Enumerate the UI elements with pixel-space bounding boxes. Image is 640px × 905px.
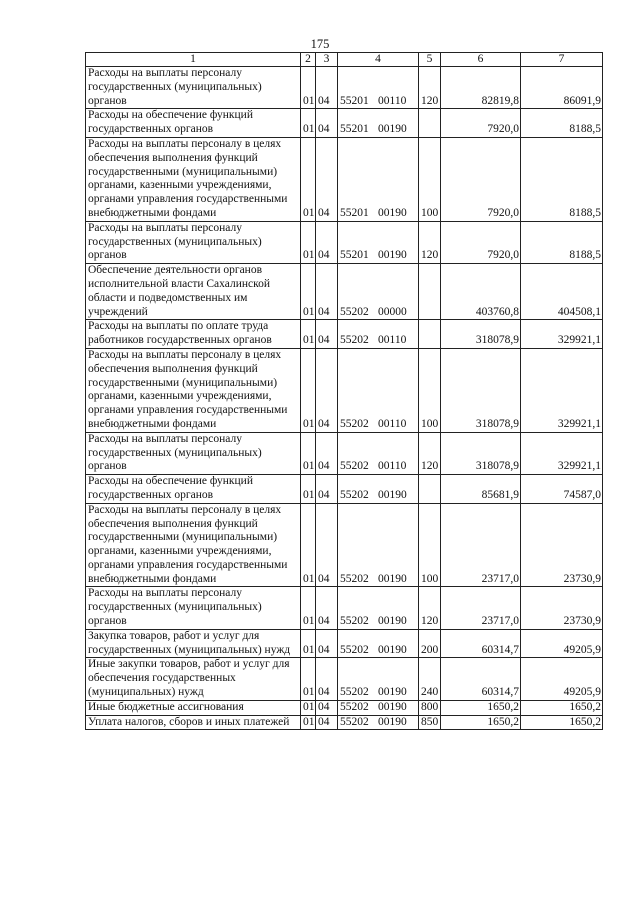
subsection-code-cell: 04 bbox=[316, 629, 338, 658]
amount-col-6-cell: 1650,2 bbox=[441, 715, 521, 730]
amount-col-6-cell: 60314,7 bbox=[441, 629, 521, 658]
expense-type-cell: 120 bbox=[419, 587, 441, 629]
table-row bbox=[86, 629, 603, 658]
amount-col-6-cell: 82819,8 bbox=[441, 67, 521, 109]
section-code-cell: 01 bbox=[301, 348, 316, 432]
target-article-cell bbox=[338, 348, 419, 432]
section-code-cell: 01 bbox=[301, 221, 316, 263]
amount-col-7-cell: 8188,5 bbox=[521, 137, 603, 221]
target-article-program: 55202 bbox=[340, 488, 369, 501]
subsection-code-cell: 04 bbox=[316, 264, 338, 320]
amount-col-7-cell: 86091,9 bbox=[521, 67, 603, 109]
target-article-direction: 00190 bbox=[378, 686, 407, 699]
target-article-direction: 00190 bbox=[378, 615, 407, 628]
amount-col-7-cell: 8188,5 bbox=[521, 221, 603, 263]
expense-type-cell: 850 bbox=[419, 715, 441, 730]
section-code-cell: 01 bbox=[301, 503, 316, 587]
amount-col-6-cell: 60314,7 bbox=[441, 658, 521, 700]
target-article-program: 55202 bbox=[340, 572, 369, 585]
section-code-cell: 01 bbox=[301, 700, 316, 715]
header-col-6: 6 bbox=[441, 53, 521, 67]
amount-col-6-cell: 7920,0 bbox=[441, 109, 521, 138]
target-article-direction: 00000 bbox=[378, 305, 407, 318]
page-number: 175 bbox=[310, 37, 330, 51]
budget-table bbox=[85, 52, 603, 730]
header-col-4: 4 bbox=[338, 53, 419, 67]
expense-name-cell: Расходы на обеспечение функций государственных органов bbox=[86, 475, 301, 504]
table-row bbox=[86, 320, 603, 349]
expense-type-cell bbox=[419, 264, 441, 320]
amount-col-6-cell: 403760,8 bbox=[441, 264, 521, 320]
table-header-row bbox=[86, 53, 603, 67]
target-article-cell bbox=[338, 700, 419, 715]
subsection-code-cell: 04 bbox=[316, 658, 338, 700]
target-article-direction: 00110 bbox=[378, 334, 407, 347]
amount-col-7-cell: 329921,1 bbox=[521, 432, 603, 474]
target-article-direction: 00190 bbox=[378, 715, 407, 728]
expense-type-cell: 800 bbox=[419, 700, 441, 715]
table-body bbox=[86, 67, 603, 730]
subsection-code-cell: 04 bbox=[316, 320, 338, 349]
section-code-cell: 01 bbox=[301, 320, 316, 349]
subsection-code-cell: 04 bbox=[316, 67, 338, 109]
target-article-program: 55201 bbox=[340, 206, 369, 219]
section-code-cell: 01 bbox=[301, 109, 316, 138]
header-col-2: 2 bbox=[301, 53, 316, 67]
expense-name-cell: Расходы на выплаты персоналу государственных (муниципальных) органов bbox=[86, 432, 301, 474]
table-row bbox=[86, 137, 603, 221]
amount-col-7-cell: 1650,2 bbox=[521, 715, 603, 730]
header-col-3: 3 bbox=[316, 53, 338, 67]
target-article-program: 55202 bbox=[340, 700, 369, 713]
section-code-cell: 01 bbox=[301, 264, 316, 320]
target-article-direction: 00190 bbox=[378, 572, 407, 585]
expense-type-cell bbox=[419, 109, 441, 138]
subsection-code-cell: 04 bbox=[316, 432, 338, 474]
expense-type-cell: 120 bbox=[419, 432, 441, 474]
target-article-cell bbox=[338, 264, 419, 320]
target-article-cell bbox=[338, 221, 419, 263]
expense-type-cell: 200 bbox=[419, 629, 441, 658]
amount-col-7-cell: 1650,2 bbox=[521, 700, 603, 715]
amount-col-7-cell: 329921,1 bbox=[521, 348, 603, 432]
amount-col-6-cell: 1650,2 bbox=[441, 700, 521, 715]
expense-name-cell: Закупка товаров, работ и услуг для государственных (муниципальных) нужд bbox=[86, 629, 301, 658]
subsection-code-cell: 04 bbox=[316, 348, 338, 432]
amount-col-6-cell: 23717,0 bbox=[441, 587, 521, 629]
expense-type-cell bbox=[419, 475, 441, 504]
subsection-code-cell: 04 bbox=[316, 137, 338, 221]
expense-name-cell: Расходы на выплаты персоналу в целях обеспечения выполнения функций государственными (муниципальными) органами, казенными учреждениями, органами управления государственными внебюджетными фондами bbox=[86, 503, 301, 587]
amount-col-7-cell: 329921,1 bbox=[521, 320, 603, 349]
section-code-cell: 01 bbox=[301, 587, 316, 629]
target-article-cell bbox=[338, 715, 419, 730]
expense-name-cell: Иные бюджетные ассигнования bbox=[86, 700, 301, 715]
header-col-5: 5 bbox=[419, 53, 441, 67]
amount-col-7-cell: 8188,5 bbox=[521, 109, 603, 138]
section-code-cell: 01 bbox=[301, 67, 316, 109]
amount-col-6-cell: 7920,0 bbox=[441, 221, 521, 263]
table-row bbox=[86, 587, 603, 629]
target-article-cell bbox=[338, 587, 419, 629]
table-row bbox=[86, 700, 603, 715]
target-article-program: 55202 bbox=[340, 686, 369, 699]
expense-type-cell: 120 bbox=[419, 67, 441, 109]
expense-name-cell: Расходы на выплаты персоналу государственных (муниципальных) органов bbox=[86, 221, 301, 263]
target-article-program: 55201 bbox=[340, 94, 369, 107]
table-row bbox=[86, 715, 603, 730]
expense-name-cell: Расходы на выплаты по оплате труда работников государственных органов bbox=[86, 320, 301, 349]
amount-col-7-cell: 49205,9 bbox=[521, 658, 603, 700]
expense-name-cell: Расходы на выплаты персоналу государственных (муниципальных) органов bbox=[86, 67, 301, 109]
target-article-program: 55202 bbox=[340, 715, 369, 728]
subsection-code-cell: 04 bbox=[316, 475, 338, 504]
target-article-direction: 00110 bbox=[378, 94, 407, 107]
target-article-cell bbox=[338, 67, 419, 109]
section-code-cell: 01 bbox=[301, 475, 316, 504]
section-code-cell: 01 bbox=[301, 629, 316, 658]
expense-name-cell: Иные закупки товаров, работ и услуг для обеспечения государственных (муниципальных) нужд bbox=[86, 658, 301, 700]
target-article-program: 55202 bbox=[340, 460, 369, 473]
expense-name-cell: Расходы на выплаты персоналу в целях обеспечения выполнения функций государственными (муниципальными) органами, казенными учреждениями, органами управления государственными внебюджетными фондами bbox=[86, 137, 301, 221]
target-article-cell bbox=[338, 629, 419, 658]
header-col-1: 1 bbox=[86, 53, 301, 67]
target-article-program: 55201 bbox=[340, 249, 369, 262]
expense-name-cell: Уплата налогов, сборов и иных платежей bbox=[86, 715, 301, 730]
target-article-direction: 00190 bbox=[378, 123, 407, 136]
expense-type-cell: 100 bbox=[419, 348, 441, 432]
table-row bbox=[86, 221, 603, 263]
amount-col-6-cell: 318078,9 bbox=[441, 320, 521, 349]
expense-type-cell: 100 bbox=[419, 503, 441, 587]
subsection-code-cell: 04 bbox=[316, 221, 338, 263]
amount-col-7-cell: 404508,1 bbox=[521, 264, 603, 320]
target-article-direction: 00190 bbox=[378, 488, 407, 501]
target-article-cell bbox=[338, 503, 419, 587]
expense-name-cell: Расходы на обеспечение функций государственных органов bbox=[86, 109, 301, 138]
amount-col-6-cell: 7920,0 bbox=[441, 137, 521, 221]
target-article-direction: 00190 bbox=[378, 643, 407, 656]
header-col-7: 7 bbox=[521, 53, 603, 67]
amount-col-7-cell: 74587,0 bbox=[521, 475, 603, 504]
section-code-cell: 01 bbox=[301, 432, 316, 474]
target-article-direction: 00190 bbox=[378, 206, 407, 219]
section-code-cell: 01 bbox=[301, 715, 316, 730]
target-article-direction: 00190 bbox=[378, 700, 407, 713]
table-row bbox=[86, 475, 603, 504]
amount-col-6-cell: 318078,9 bbox=[441, 432, 521, 474]
table-row bbox=[86, 67, 603, 109]
expense-type-cell: 120 bbox=[419, 221, 441, 263]
subsection-code-cell: 04 bbox=[316, 700, 338, 715]
section-code-cell: 01 bbox=[301, 137, 316, 221]
target-article-direction: 00190 bbox=[378, 249, 407, 262]
subsection-code-cell: 04 bbox=[316, 109, 338, 138]
expense-name-cell: Расходы на выплаты персоналу в целях обеспечения выполнения функций государственными (муниципальными) органами, казенными учреждениями, органами управления государственными внебюджетными фондами bbox=[86, 348, 301, 432]
expense-name-cell: Расходы на выплаты персоналу государственных (муниципальных) органов bbox=[86, 587, 301, 629]
table-row bbox=[86, 109, 603, 138]
expense-type-cell: 100 bbox=[419, 137, 441, 221]
amount-col-7-cell: 23730,9 bbox=[521, 503, 603, 587]
target-article-program: 55201 bbox=[340, 123, 369, 136]
table-row bbox=[86, 503, 603, 587]
subsection-code-cell: 04 bbox=[316, 503, 338, 587]
table-row bbox=[86, 658, 603, 700]
target-article-program: 55202 bbox=[340, 615, 369, 628]
amount-col-7-cell: 49205,9 bbox=[521, 629, 603, 658]
subsection-code-cell: 04 bbox=[316, 587, 338, 629]
expense-type-cell: 240 bbox=[419, 658, 441, 700]
table-row bbox=[86, 264, 603, 320]
table-row bbox=[86, 348, 603, 432]
target-article-direction: 00110 bbox=[378, 417, 407, 430]
target-article-cell bbox=[338, 475, 419, 504]
amount-col-6-cell: 23717,0 bbox=[441, 503, 521, 587]
target-article-cell bbox=[338, 432, 419, 474]
target-article-program: 55202 bbox=[340, 334, 369, 347]
section-code-cell: 01 bbox=[301, 658, 316, 700]
subsection-code-cell: 04 bbox=[316, 715, 338, 730]
target-article-cell bbox=[338, 109, 419, 138]
target-article-direction: 00110 bbox=[378, 460, 407, 473]
amount-col-6-cell: 85681,9 bbox=[441, 475, 521, 504]
table-row bbox=[86, 432, 603, 474]
target-article-cell bbox=[338, 320, 419, 349]
target-article-cell bbox=[338, 658, 419, 700]
expense-type-cell bbox=[419, 320, 441, 349]
target-article-cell bbox=[338, 137, 419, 221]
amount-col-7-cell: 23730,9 bbox=[521, 587, 603, 629]
amount-col-6-cell: 318078,9 bbox=[441, 348, 521, 432]
expense-name-cell: Обеспечение деятельности органов исполнительной власти Сахалинской области и подведомственных им учреждений bbox=[86, 264, 301, 320]
target-article-program: 55202 bbox=[340, 305, 369, 318]
target-article-program: 55202 bbox=[340, 417, 369, 430]
target-article-program: 55202 bbox=[340, 643, 369, 656]
